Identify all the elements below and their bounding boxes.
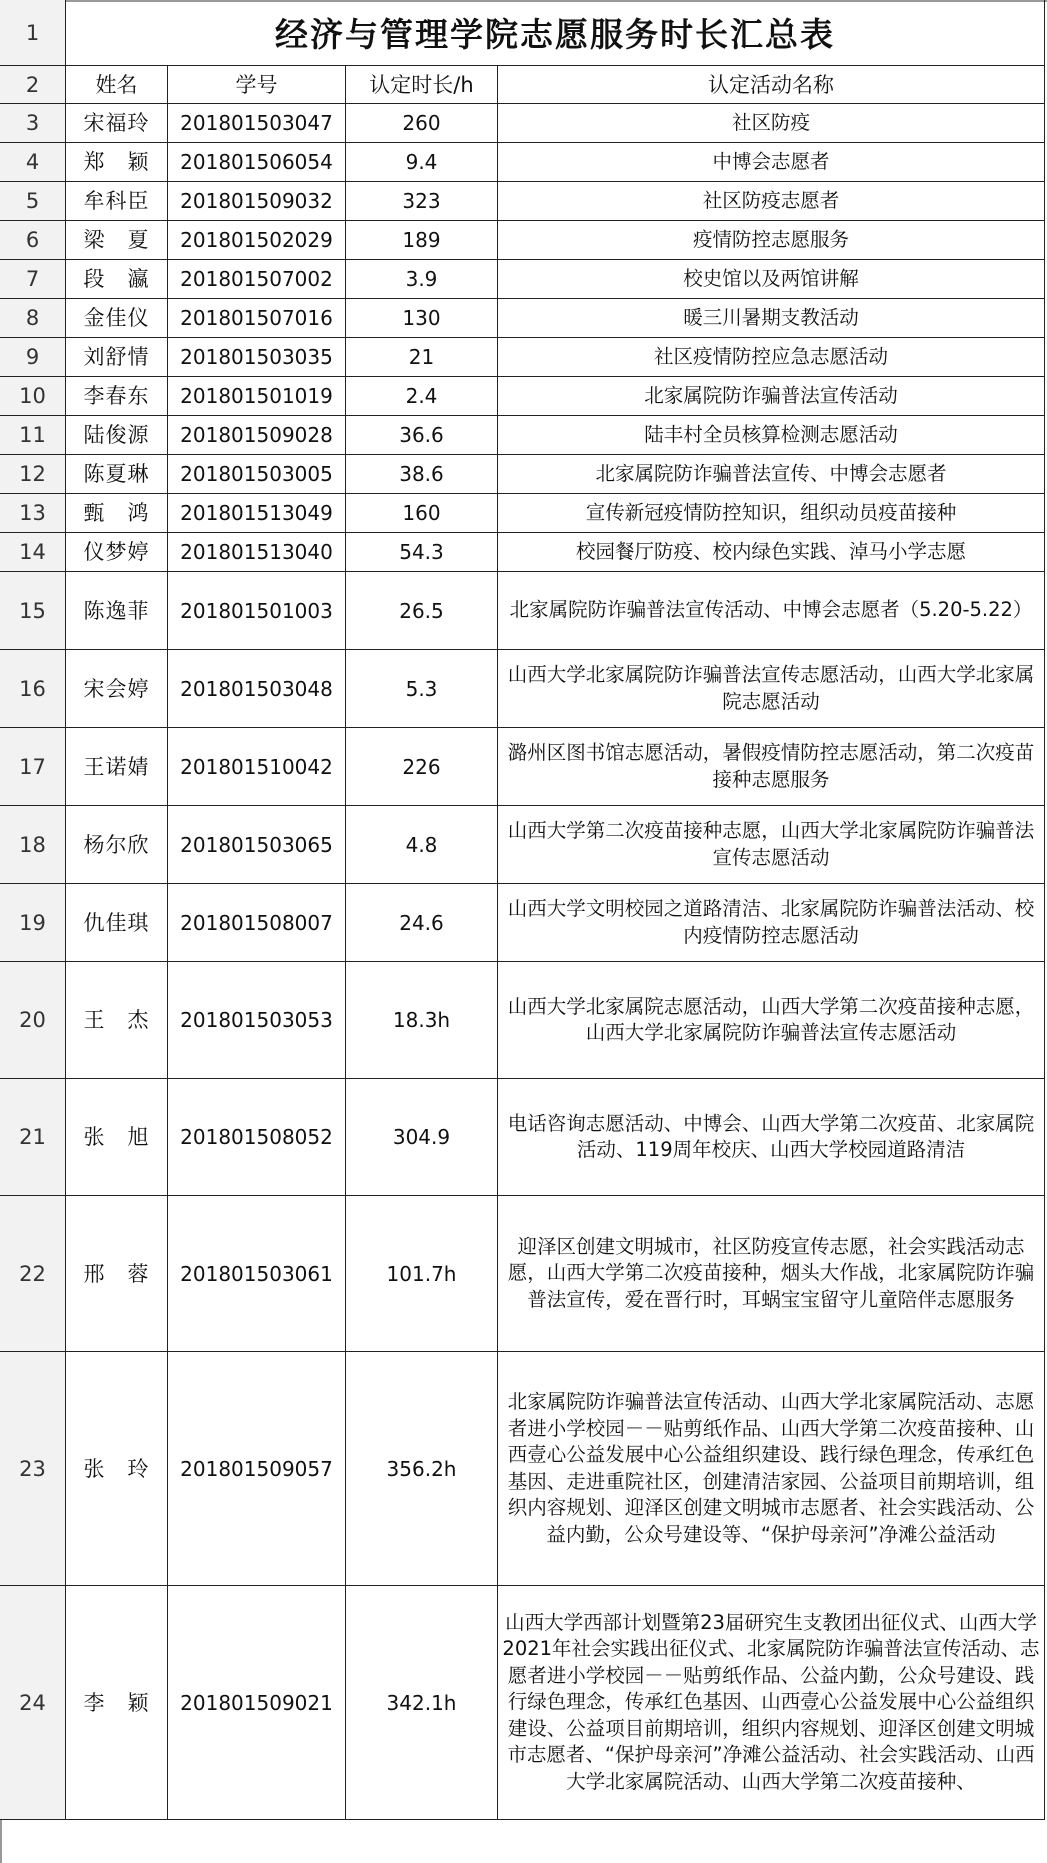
row-number: 18 <box>0 806 66 884</box>
cell-name: 张 玲 <box>66 1352 168 1586</box>
cell-hours: 5.3 <box>346 650 498 728</box>
cell-student-id: 201801503005 <box>168 455 346 494</box>
row-number: 17 <box>0 728 66 806</box>
cell-student-id: 201801509057 <box>168 1352 346 1586</box>
cell-name: 陆俊源 <box>66 416 168 455</box>
cell-activity: 山西大学西部计划暨第23届研究生支教团出征仪式、山西大学2021年社会实践出征仪式、北家属院防诈骗普法宣传活动、志愿者进小学校园－－贴剪纸作品、公益内勤，公众号建设、践行绿色理念，传承红色基因、山西壹心公益发展中心公益组织建设、公益项目前期培训，组织内容规划、迎泽区创建文明城市志愿者、“保护母亲河”净滩公益活动、社会实践活动、山西大学北家属院活动、山西大学第二次疫苗接种、 <box>498 1586 1045 1820</box>
row-number: 24 <box>0 1586 66 1820</box>
cell-student-id: 201801503061 <box>168 1196 346 1352</box>
cell-hours: 26.5 <box>346 572 498 650</box>
row-number: 13 <box>0 494 66 533</box>
cell-activity: 北家属院防诈骗普法宣传活动、中博会志愿者（5.20-5.22） <box>498 572 1045 650</box>
cell-student-id: 201801503048 <box>168 650 346 728</box>
cell-student-id: 201801509032 <box>168 182 346 221</box>
cell-hours: 130 <box>346 299 498 338</box>
cell-name: 王 杰 <box>66 962 168 1079</box>
cell-activity: 山西大学文明校园之道路清洁、北家属院防诈骗普法活动、校内疫情防控志愿活动 <box>498 884 1045 962</box>
cell-name: 宋会婷 <box>66 650 168 728</box>
cell-hours: 260 <box>346 104 498 143</box>
cell-name: 金佳仪 <box>66 299 168 338</box>
cell-activity: 暖三川暑期支教活动 <box>498 299 1045 338</box>
header-name: 姓名 <box>66 66 168 104</box>
cell-hours: 323 <box>346 182 498 221</box>
cell-student-id: 201801506054 <box>168 143 346 182</box>
cell-activity: 北家属院防诈骗普法宣传活动、山西大学北家属院活动、志愿者进小学校园－－贴剪纸作品、山西大学第二次疫苗接种、山西壹心公益发展中心公益组织建设、践行绿色理念，传承红色基因、走进重院社区，创建清洁家园、公益项目前期培训，组织内容规划、迎泽区创建文明城市志愿者、社会实践活动、公益内勤，公众号建设等、“保护母亲河”净滩公益活动 <box>498 1352 1045 1586</box>
cell-name: 陈逸菲 <box>66 572 168 650</box>
header-student-id: 学号 <box>168 66 346 104</box>
cell-hours: 38.6 <box>346 455 498 494</box>
cell-activity: 迎泽区创建文明城市，社区防疫宣传志愿，社会实践活动志愿，山西大学第二次疫苗接种，烟头大作战，北家属院防诈骗普法宣传，爱在晋行时，耳蜗宝宝留守儿童陪伴志愿服务 <box>498 1196 1045 1352</box>
cell-activity: 山西大学北家属院志愿活动，山西大学第二次疫苗接种志愿，山西大学北家属院防诈骗普法宣传志愿活动 <box>498 962 1045 1079</box>
row-number: 11 <box>0 416 66 455</box>
cell-student-id: 201801508052 <box>168 1079 346 1196</box>
cell-student-id: 201801503053 <box>168 962 346 1079</box>
cell-activity: 社区疫情防控应急志愿活动 <box>498 338 1045 377</box>
cell-name: 陈夏琳 <box>66 455 168 494</box>
cell-name: 杨尔欣 <box>66 806 168 884</box>
cell-hours: 54.3 <box>346 533 498 572</box>
cell-student-id: 201801513049 <box>168 494 346 533</box>
row-number: 8 <box>0 299 66 338</box>
row-number: 2 <box>0 66 66 104</box>
row-number: 1 <box>0 0 66 66</box>
cell-activity: 疫情防控志愿服务 <box>498 221 1045 260</box>
cell-hours: 36.6 <box>346 416 498 455</box>
cell-student-id: 201801503035 <box>168 338 346 377</box>
cell-student-id: 201801509021 <box>168 1586 346 1820</box>
cell-activity: 陆丰村全员核算检测志愿活动 <box>498 416 1045 455</box>
cell-activity: 电话咨询志愿活动、中博会、山西大学第二次疫苗、北家属院活动、119周年校庆、山西大学校园道路清洁 <box>498 1079 1045 1196</box>
row-number: 3 <box>0 104 66 143</box>
cell-activity: 中博会志愿者 <box>498 143 1045 182</box>
table-title: 经济与管理学院志愿服务时长汇总表 <box>66 0 1045 66</box>
cell-name: 仪梦婷 <box>66 533 168 572</box>
row-number: 7 <box>0 260 66 299</box>
cell-hours: 24.6 <box>346 884 498 962</box>
cell-activity: 北家属院防诈骗普法宣传、中博会志愿者 <box>498 455 1045 494</box>
cell-hours: 356.2h <box>346 1352 498 1586</box>
row-number: 22 <box>0 1196 66 1352</box>
cell-student-id: 201801507002 <box>168 260 346 299</box>
cell-student-id: 201801503065 <box>168 806 346 884</box>
header-hours: 认定时长/h <box>346 66 498 104</box>
cell-name: 甄 鸿 <box>66 494 168 533</box>
cell-name: 段 瀛 <box>66 260 168 299</box>
cell-activity: 山西大学北家属院防诈骗普法宣传志愿活动，山西大学北家属院志愿活动 <box>498 650 1045 728</box>
cell-name: 仇佳琪 <box>66 884 168 962</box>
cell-hours: 21 <box>346 338 498 377</box>
cell-hours: 101.7h <box>346 1196 498 1352</box>
row-number: 20 <box>0 962 66 1079</box>
row-number: 12 <box>0 455 66 494</box>
cell-activity: 社区防疫 <box>498 104 1045 143</box>
cell-student-id: 201801508007 <box>168 884 346 962</box>
cell-activity: 山西大学第二次疫苗接种志愿，山西大学北家属院防诈骗普法宣传志愿活动 <box>498 806 1045 884</box>
row-number: 19 <box>0 884 66 962</box>
row-number: 9 <box>0 338 66 377</box>
cell-name: 王诺婧 <box>66 728 168 806</box>
row-number: 16 <box>0 650 66 728</box>
cell-activity: 潞州区图书馆志愿活动，暑假疫情防控志愿活动，第二次疫苗接种志愿服务 <box>498 728 1045 806</box>
cell-hours: 4.8 <box>346 806 498 884</box>
cell-student-id: 201801502029 <box>168 221 346 260</box>
cell-name: 张 旭 <box>66 1079 168 1196</box>
header-activity: 认定活动名称 <box>498 66 1045 104</box>
cell-student-id: 201801509028 <box>168 416 346 455</box>
cell-activity: 宣传新冠疫情防控知识，组织动员疫苗接种 <box>498 494 1045 533</box>
row-number: 6 <box>0 221 66 260</box>
cell-name: 邢 蓉 <box>66 1196 168 1352</box>
row-number: 15 <box>0 572 66 650</box>
cell-hours: 160 <box>346 494 498 533</box>
cell-name: 李 颖 <box>66 1586 168 1820</box>
row-number: 23 <box>0 1352 66 1586</box>
cell-hours: 189 <box>346 221 498 260</box>
cell-activity: 社区防疫志愿者 <box>498 182 1045 221</box>
cell-student-id: 201801513040 <box>168 533 346 572</box>
row-number: 10 <box>0 377 66 416</box>
cell-hours: 304.9 <box>346 1079 498 1196</box>
cell-name: 郑 颖 <box>66 143 168 182</box>
cell-activity: 校史馆以及两馆讲解 <box>498 260 1045 299</box>
cell-student-id: 201801507016 <box>168 299 346 338</box>
cell-student-id: 201801501019 <box>168 377 346 416</box>
cell-hours: 9.4 <box>346 143 498 182</box>
row-number: 14 <box>0 533 66 572</box>
cell-hours: 342.1h <box>346 1586 498 1820</box>
cell-student-id: 201801501003 <box>168 572 346 650</box>
cell-activity: 校园餐厅防疫、校内绿色实践、淖马小学志愿 <box>498 533 1045 572</box>
row-number: 5 <box>0 182 66 221</box>
cell-student-id: 201801503047 <box>168 104 346 143</box>
cell-hours: 226 <box>346 728 498 806</box>
cell-hours: 3.9 <box>346 260 498 299</box>
cell-hours: 2.4 <box>346 377 498 416</box>
cell-student-id: 201801510042 <box>168 728 346 806</box>
cell-name: 李春东 <box>66 377 168 416</box>
cell-name: 牟科臣 <box>66 182 168 221</box>
cell-name: 梁 夏 <box>66 221 168 260</box>
cell-name: 刘舒情 <box>66 338 168 377</box>
row-number: 4 <box>0 143 66 182</box>
cell-name: 宋福玲 <box>66 104 168 143</box>
cell-activity: 北家属院防诈骗普法宣传活动 <box>498 377 1045 416</box>
cell-hours: 18.3h <box>346 962 498 1079</box>
row-number: 21 <box>0 1079 66 1196</box>
